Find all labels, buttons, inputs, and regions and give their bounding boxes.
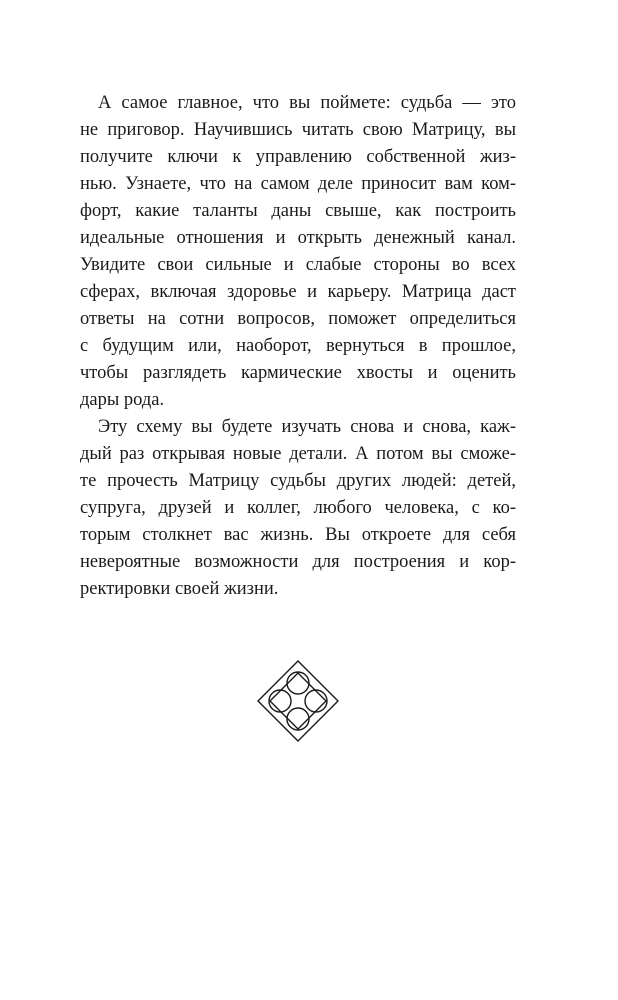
text-line: форт, какие таланты даны свыше, как построить (80, 201, 516, 221)
text-line: торым столкнет вас жизнь. Вы откроете для себя (80, 525, 516, 545)
diamond-circles-ornament-icon (256, 659, 340, 743)
paragraph-1 (80, 90, 516, 414)
text-line: А самое главное, что вы поймете: судьба — это (98, 93, 516, 113)
text-line: Эту схему вы будете изучать снова и снова, каж- (98, 417, 516, 437)
text-line: ответы на сотни вопросов, поможет определиться (80, 309, 516, 329)
text-line: с будущим или, наоборот, вернуться в прошлое, (80, 336, 516, 356)
text-line: получите ключи к управлению собственной жиз- (80, 147, 516, 167)
text-line: те прочесть Матрицу судьбы других людей: детей, (80, 471, 516, 491)
body-text (80, 90, 516, 603)
text-line: ректировки своей жизни. (80, 579, 279, 599)
text-line: дый раз открывая новые детали. А потом вы сможе- (80, 444, 516, 464)
text-line: чтобы разглядеть кармические хвосты и оценить (80, 363, 516, 383)
text-line: супруга, друзей и коллег, любого человека, с ко- (80, 498, 516, 518)
text-line: дары рода. (80, 390, 165, 410)
text-line: сферах, включая здоровье и карьеру. Матрица даст (80, 282, 516, 302)
text-line: нью. Узнаете, что на самом деле приносит вам ком- (80, 174, 516, 194)
text-line: Увидите свои сильные и слабые стороны во всех (80, 255, 516, 275)
text-line: невероятные возможности для построения и кор- (80, 552, 516, 572)
text-line: не приговор. Научившись читать свою Матрицу, вы (80, 120, 516, 140)
paragraph-2 (80, 414, 516, 603)
text-line: идеальные отношения и открыть денежный канал. (80, 228, 516, 248)
